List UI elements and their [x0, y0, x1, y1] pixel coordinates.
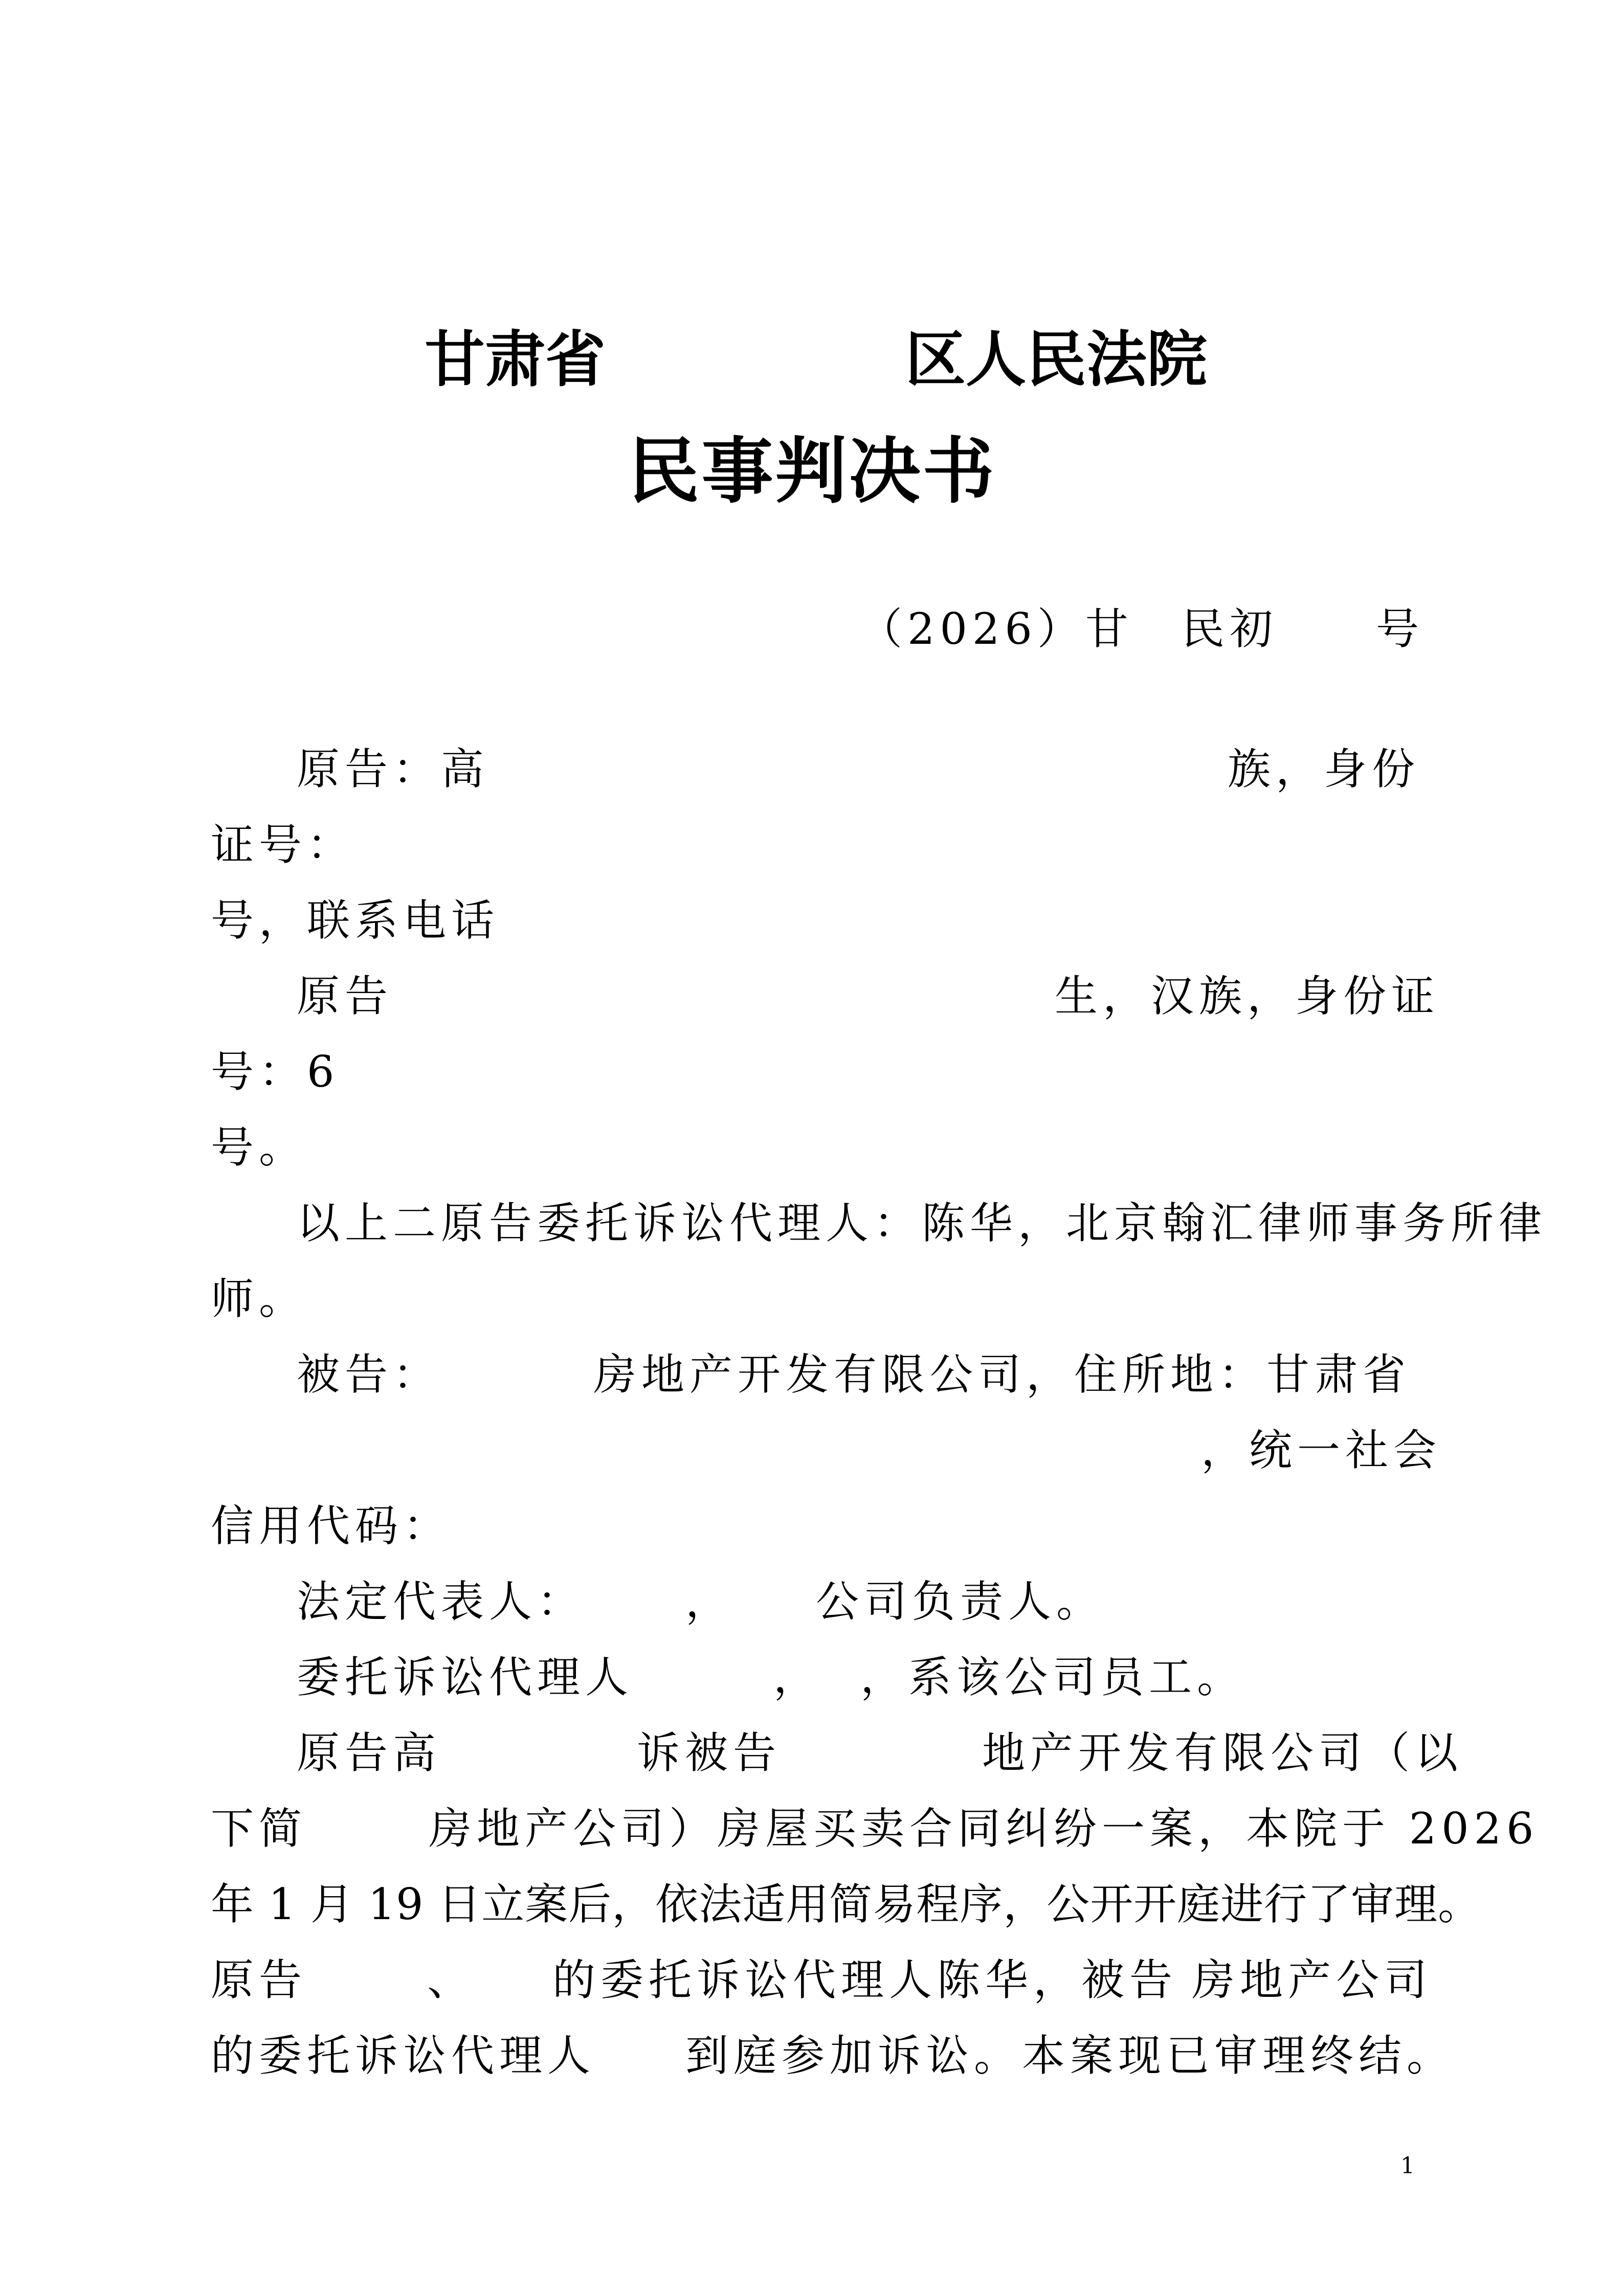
court-name-left: 甘肃省: [425, 324, 606, 395]
narrative-line-1c: 地产开发有限公司（以: [982, 1728, 1463, 1778]
plaintiff-2-label: 原告: [297, 971, 393, 1021]
narrative-line-3: 年 1 月 19 日立案后，依法适用简易程序，公开开庭进行了审理。: [211, 1879, 1482, 1929]
case-number-type: 民初: [1182, 604, 1278, 654]
narrative-line-2a: 下简: [211, 1804, 307, 1854]
legal-rep-comma: ，: [685, 1577, 734, 1627]
narrative-line-4d: 房地产公司: [1192, 1955, 1433, 2005]
narrative-line-5a: 的委托诉讼代理人: [211, 2031, 596, 2081]
plaintiff-2-info: 生，汉族，身份证: [1055, 971, 1440, 1021]
narrative-line-5b: 到庭参加诉讼。本案现已审理终结。: [685, 2031, 1455, 2081]
case-number-suffix: 号: [1376, 604, 1425, 654]
court-name: [0, 311, 1624, 393]
plaintiff-2-id-end: 号。: [211, 1122, 307, 1173]
narrative-line-1a: 原告高: [297, 1728, 441, 1778]
document-title: 民事判决书: [628, 430, 996, 513]
page-number: 1: [1400, 2153, 1415, 2179]
defendant-credit-code-label: 信用代码：: [211, 1501, 452, 1551]
narrative-line-2b: 房地产公司）房屋买卖合同纠纷一案，本院于 2026: [429, 1804, 1539, 1854]
plaintiffs-agent-line-end: 师。: [211, 1274, 307, 1324]
plaintiff-1-id-label: 证号：: [211, 820, 355, 870]
narrative-line-4b: 、: [427, 1955, 476, 2005]
plaintiff-1-label: 原告：高: [297, 744, 490, 794]
plaintiff-2-id-label: 号：6: [211, 1047, 340, 1097]
defendant-name: 房地产开发有限公司，住所地：甘肃省: [593, 1349, 1411, 1400]
defendant-credit-label: ，统一社会: [1201, 1425, 1442, 1475]
narrative-line-1b: 诉被告: [637, 1728, 782, 1778]
defendant-agent-role: ，系该公司员工。: [860, 1652, 1245, 1702]
case-number-prefix: （2026）甘: [859, 604, 1133, 654]
plaintiff-1-phone-label: 号，联系电话: [211, 895, 500, 946]
narrative-line-4c: 的委托诉讼代理人陈华，被告: [552, 1955, 1178, 2005]
plaintiffs-agent-line: 以上二原告委托诉讼代理人：陈华，北京翰汇律师事务所律: [297, 1198, 1547, 1248]
legal-rep-role: 公司负责人。: [816, 1577, 1105, 1627]
narrative-line-4a: 原告: [211, 1955, 307, 2005]
court-name-right: 区人民法院: [905, 324, 1208, 395]
legal-rep-label: 法定代表人：: [297, 1577, 586, 1627]
plaintiff-1-ethnicity: 族，身份: [1228, 744, 1420, 794]
defendant-label: 被告：: [297, 1349, 441, 1400]
defendant-agent-label: 委托诉讼代理人: [297, 1652, 634, 1702]
defendant-agent-comma: ，: [773, 1652, 822, 1702]
